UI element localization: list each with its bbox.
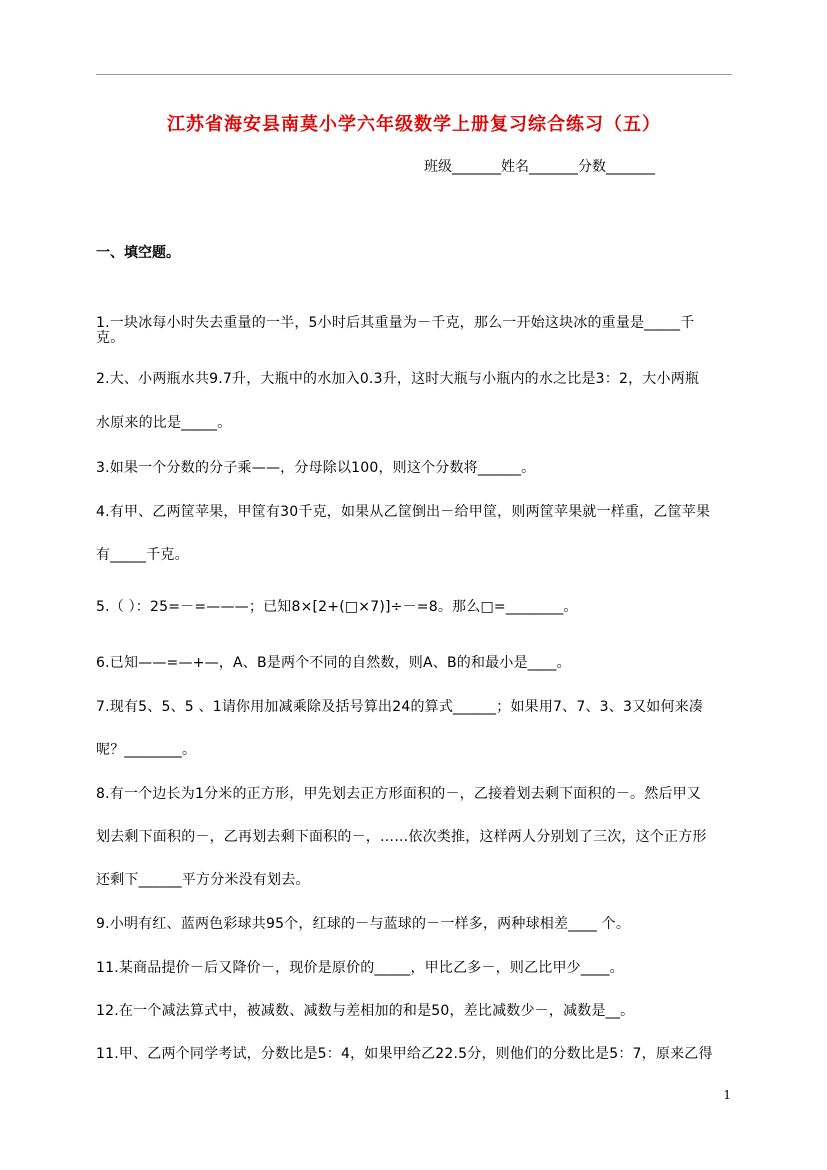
question-line: 4.有甲、乙两筐苹果，甲筐有30千克，如果从乙筐倒出－给甲筐，则两筐苹果就一样重，乙筐苹果 (96, 504, 711, 520)
question-line: 划去剩下面积的－，乙再划去剩下面积的－，……依次类推，这样两人分别划了三次，这个正方形 (96, 829, 707, 845)
page-number: 1 (723, 1088, 731, 1102)
question-line: 6.已知——=—+—，A、B是两个不同的自然数，则A、B的和最小是____。 (96, 655, 571, 671)
question-line: 还剩下______平方分米没有划去。 (96, 872, 310, 888)
question-line: 11.甲、乙两个同学考试，分数比是5：4，如果甲给乙22.5分，则他们的分数比是5：7，原来乙得 (96, 1046, 713, 1062)
question-line: 5.（ ）：25=－=———；已知8×[2+(□×7)]÷－=8。那么□=________。 (96, 599, 578, 615)
question-line: 9.小明有红、蓝两色彩球共95个，红球的－与蓝球的－一样多，两种球相差____ 个。 (96, 916, 631, 932)
question-line: 7.现有5、5、5 、1请你用加减乘除及括号算出24的算式______；如果用7、7、3、3又如何来凑 (96, 699, 704, 715)
question-line: 水原来的比是_____。 (96, 415, 232, 431)
question-line: 呢？________。 (96, 742, 197, 758)
student-info-line: 班级_______姓名_______分数_______ (424, 159, 655, 175)
page-title: 江苏省海安县南莫小学六年级数学上册复习综合练习（五） (167, 114, 661, 135)
question-line: 有_____千克。 (96, 547, 189, 563)
header-rule (96, 74, 732, 75)
question-line: 3.如果一个分数的分子乘——，分母除以100，则这个分数将______。 (96, 460, 536, 476)
question-line: 1.一块冰每小时失去重量的一半，5小时后其重量为－千克，那么一开始这块冰的重量是_____千 (96, 315, 695, 331)
question-line: 克。 (96, 330, 125, 346)
question-line: 2.大、小两瓶水共9.7升，大瓶中的水加入0.3升，这时大瓶与小瓶内的水之比是3：2，大小两瓶 (96, 371, 700, 387)
question-line: 11.某商品提价－后又降价－，现价是原价的_____，甲比乙多－，则乙比甲少____。 (96, 960, 624, 976)
question-line: 8.有一个边长为1分米的正方形，甲先划去正方形面积的－，乙接着划去剩下面积的－。然后甲又 (96, 786, 702, 802)
question-line: 12.在一个减法算式中，被减数、减数与差相加的和是50，差比减数少－，减数是__。 (96, 1003, 635, 1019)
section-heading: 一、填空题。 (96, 245, 180, 261)
